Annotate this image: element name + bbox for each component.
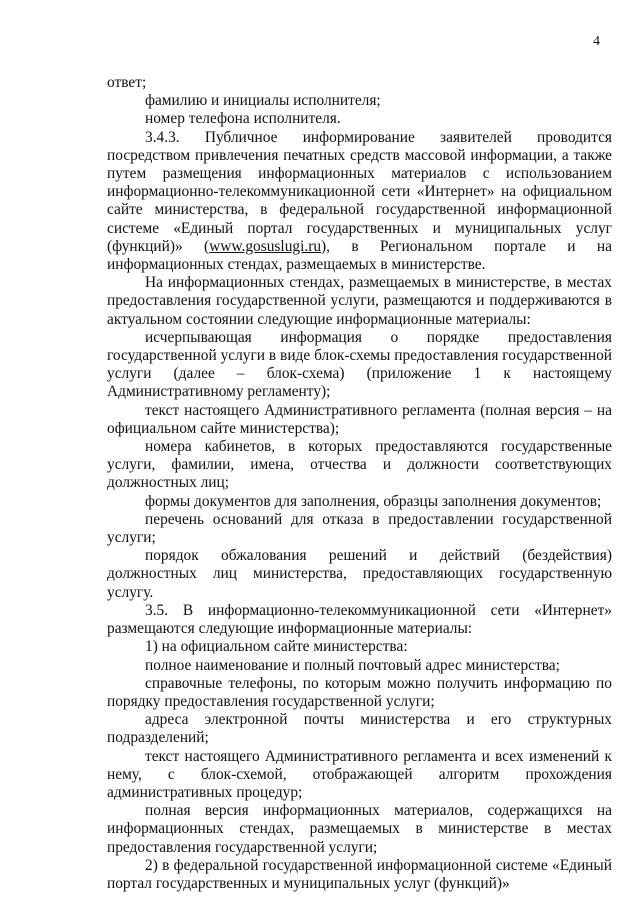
paragraph: порядок обжалования решений и действий (бездействия) должностных лиц министерства, предоставляющих государственную услугу. (107, 547, 612, 601)
paragraph: На информационных стендах, размещаемых в министерстве, в местах предоставления государственной услуги, размещаются и поддерживаются в актуальном состоянии следующие информационные материалы: (107, 274, 612, 328)
paragraph: ответ; (107, 74, 147, 91)
paragraph: полная версия информационных материалов, содержащихся на информационных стендах, размещаемых в министерстве в местах предоставления государственной услуги; (107, 802, 612, 856)
paragraph: исчерпывающая информация о порядке предоставления государственной услуги в виде блок-схемы предоставления государственной услуги (далее – блок-схема) (приложение 1 к настоящему Административному регламенту); (107, 328, 612, 401)
paragraph-with-link (107, 129, 612, 275)
gosuslugi-link[interactable]: www.gosuslugi.ru (209, 237, 322, 255)
paragraph: 1) на официальном сайте министерства: (145, 638, 408, 656)
paragraph: номера кабинетов, в которых предоставляются государственные услуги, фамилии, имена, отчества и должности соответствующих должностных лиц; (107, 438, 612, 492)
paragraph: формы документов для заполнения, образцы заполнения документов; (145, 492, 602, 510)
paragraph: номер телефона исполнителя. (145, 110, 341, 128)
paragraph-text: ), в Региональном портале и на информационных стендах, размещаемых в министерстве. (107, 237, 612, 274)
page-number: 4 (593, 34, 600, 49)
paragraph: текст настоящего Административного регламента (полная версия – на официальном сайте министерства); (107, 401, 612, 437)
paragraph: адреса электронной почты министерства и его структурных подразделений; (107, 711, 612, 747)
paragraph: фамилию и инициалы исполнителя; (145, 92, 381, 110)
paragraph-text: 3.4.3. Публичное информирование заявителей проводится посредством привлечения печатных средств массовой информации, а также путем размещения информационных материалов с использованием информационно-телекоммуникационной сети «Интернет» на официальном сайте министерства, в федеральной государственной информационной системе «Единый портал государственных и муниципальных услуг (функций)» ( (107, 128, 612, 255)
paragraph: полное наименование и полный почтовый адрес министерства; (145, 656, 560, 674)
document-body (107, 74, 612, 893)
paragraph: текст настоящего Административного регламента и всех изменений к нему, с блок-схемой, отображающей алгоритм прохождения административных процедур; (107, 747, 612, 801)
paragraph: 3.5. В информационно-телекоммуникационной сети «Интернет» размещаются следующие информационные материалы: (107, 601, 612, 638)
paragraph: перечень оснований для отказа в предоставлении государственной услуги; (107, 510, 612, 547)
paragraph: 2) в федеральной государственной информационной системе «Единый портал государственных и муниципальных услуг (функций)» (107, 856, 612, 892)
paragraph: справочные телефоны, по которым можно получить информацию по порядку предоставления государственной услуги; (107, 674, 612, 710)
